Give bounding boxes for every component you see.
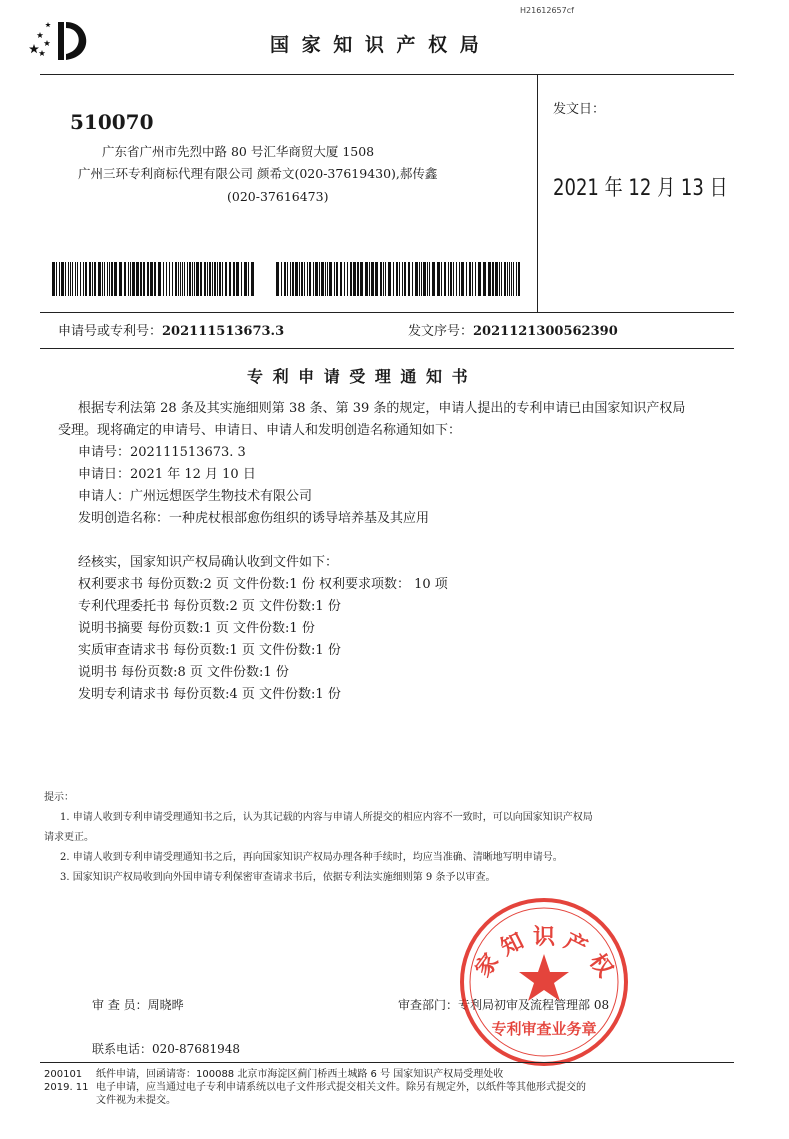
barcode-bar bbox=[276, 262, 279, 296]
barcode-bar bbox=[388, 262, 391, 296]
form-code-2: 2019. 11 bbox=[44, 1082, 89, 1093]
hint-item-3: 3. 国家知识产权局收到向外国申请专利保密审查请求书后，依据专利法实施细则第 9 条予以审查。 bbox=[60, 872, 496, 883]
barcode-bar bbox=[292, 262, 294, 296]
barcode-right bbox=[276, 262, 520, 296]
sequence-number-row bbox=[408, 320, 618, 339]
barcode-bar bbox=[119, 262, 122, 296]
barcode-bar bbox=[499, 262, 500, 296]
barcode-bar bbox=[56, 262, 57, 296]
examiner-label: 审 查 员： bbox=[92, 998, 148, 1012]
barcode-bar bbox=[295, 262, 298, 296]
barcode-bar bbox=[61, 262, 64, 296]
barcode-bar bbox=[313, 262, 314, 296]
barcode-bar bbox=[178, 262, 179, 296]
barcode-bar bbox=[244, 262, 247, 296]
hints-label: 提示： bbox=[44, 792, 74, 803]
department-label: 审查部门： bbox=[398, 998, 459, 1012]
issue-date: 2021 年 12 月 13 日 bbox=[553, 176, 728, 201]
barcode-bar bbox=[251, 262, 254, 296]
barcode-bar bbox=[72, 262, 73, 296]
barcode-bar bbox=[236, 262, 239, 296]
hint-item-2: 2. 申请人收到专利申请受理通知书之后，再向国家知识产权局办理各种手续时，均应当准确、清晰地写明申请号。 bbox=[60, 852, 563, 863]
barcode-bar bbox=[427, 262, 428, 296]
invention-title-line: 发明创造名称：一种虎杖根部愈伤组织的诱导培养基及其应用 bbox=[78, 511, 430, 526]
postcode: 510070 bbox=[70, 110, 154, 134]
barcode-bar bbox=[509, 262, 510, 296]
barcode-bar bbox=[166, 262, 167, 296]
barcode-bar bbox=[175, 262, 177, 296]
barcode-bar bbox=[375, 262, 378, 296]
form-code-1: 200101 bbox=[44, 1069, 83, 1080]
barcode-bar bbox=[475, 262, 476, 296]
barcode-bar bbox=[501, 262, 502, 296]
barcode-bar bbox=[365, 262, 368, 296]
barcode-bar bbox=[340, 262, 342, 296]
application-date-line: 申请日：2021 年 12 月 10 日 bbox=[78, 467, 256, 482]
barcode-bar bbox=[109, 262, 110, 296]
barcode-bar bbox=[140, 262, 142, 296]
barcode-bar bbox=[194, 262, 195, 296]
barcode-bar bbox=[204, 262, 206, 296]
barcode-bar bbox=[102, 262, 103, 296]
barcode-bar bbox=[154, 262, 156, 296]
barcode-bar bbox=[92, 262, 93, 296]
barcode-bar bbox=[172, 262, 173, 296]
barcode-bar bbox=[299, 262, 300, 296]
barcode-bar bbox=[304, 262, 305, 296]
barcode-bar bbox=[182, 262, 183, 296]
barcode-bar bbox=[192, 262, 193, 296]
barcode-bar bbox=[518, 262, 520, 296]
barcode-bar bbox=[85, 262, 87, 296]
barcode-bar bbox=[209, 262, 211, 296]
phone-label: 联系电话： bbox=[92, 1042, 153, 1056]
barcode-bar bbox=[147, 262, 149, 296]
barcode-bar bbox=[344, 262, 345, 296]
barcode-bar bbox=[214, 262, 216, 296]
seal-bottom-text: 专利审查业务章 bbox=[491, 1020, 597, 1038]
barcode-bar bbox=[412, 262, 413, 296]
barcode-bar bbox=[196, 262, 199, 296]
barcode-bar bbox=[307, 262, 308, 296]
barcode-bar bbox=[495, 262, 498, 296]
footer-line-1: 纸件申请，回函请寄：100088 北京市海淀区蓟门桥西土城路 6 号 国家知识产权局受理处收 bbox=[96, 1069, 504, 1080]
barcode-bar bbox=[83, 262, 84, 296]
barcode-bar bbox=[450, 262, 452, 296]
barcode-bar bbox=[453, 262, 454, 296]
barcode-bar bbox=[315, 262, 318, 296]
barcode-right-svg bbox=[276, 262, 520, 296]
barcode-bar bbox=[350, 262, 352, 296]
barcode-bar bbox=[128, 262, 129, 296]
intro-line-2: 受理。现将确定的申请号、申请日、申请人和发明创造名称通知如下： bbox=[58, 423, 462, 438]
barcode-bar bbox=[513, 262, 514, 296]
application-number-row bbox=[58, 320, 284, 339]
application-number: 202111513673.3 bbox=[162, 324, 285, 339]
application-number-line: 申请号：202111513673. 3 bbox=[78, 445, 246, 460]
barcode-bar bbox=[319, 262, 320, 296]
barcode-bar bbox=[459, 262, 460, 296]
barcode-bar bbox=[334, 262, 335, 296]
barcode-bar bbox=[321, 262, 324, 296]
barcode-bar bbox=[432, 262, 435, 296]
barcode-bar bbox=[70, 262, 71, 296]
footer-line-3: 文件视为未提交。 bbox=[96, 1095, 176, 1106]
official-seal bbox=[458, 896, 630, 1068]
file-item: 说明书 每份页数:8 页 文件份数:1 份 bbox=[78, 665, 289, 680]
cnipa-logo bbox=[28, 18, 96, 64]
barcode-bar bbox=[132, 262, 135, 296]
address-line-3: (020-37616473) bbox=[227, 189, 329, 204]
barcode-bar bbox=[415, 262, 418, 296]
barcode-bar bbox=[444, 262, 446, 296]
intro-line-1: 根据专利法第 28 条及其实施细则第 38 条、第 39 条的规定，申请人提出的专利申请已由国家知识产权局 bbox=[78, 401, 686, 416]
barcode-bar bbox=[404, 262, 406, 296]
barcode-bar bbox=[336, 262, 338, 296]
barcode-bar bbox=[441, 262, 442, 296]
sequence-number: 2021121300562390 bbox=[473, 324, 618, 339]
barcode-bar bbox=[287, 262, 288, 296]
barcode-bar bbox=[371, 262, 374, 296]
barcode-bar bbox=[187, 262, 188, 296]
barcode-bar bbox=[114, 262, 117, 296]
barcode-bar bbox=[329, 262, 332, 296]
barcode-bar bbox=[421, 262, 422, 296]
barcode-bar bbox=[248, 262, 249, 296]
barcode-bar bbox=[219, 262, 221, 296]
barcode-left bbox=[52, 262, 256, 296]
barcode-bar bbox=[327, 262, 328, 296]
address-line-1: 广东省广州市先烈中路 80 号汇华商贸大厦 1508 bbox=[102, 144, 375, 159]
barcode-bar bbox=[225, 262, 227, 296]
barcode-bar bbox=[357, 262, 359, 296]
notice-body bbox=[58, 398, 748, 706]
barcode-bar bbox=[516, 262, 517, 296]
file-item: 说明书摘要 每份页数:1 页 文件份数:1 份 bbox=[78, 621, 315, 636]
barcode-bar bbox=[207, 262, 208, 296]
barcode-bar bbox=[383, 262, 384, 296]
applicant-line: 申请人：广州远想医学生物技术有限公司 bbox=[78, 489, 313, 504]
issue-date-label: 发文日： bbox=[553, 102, 606, 117]
barcode-bar bbox=[488, 262, 491, 296]
document-serial: H21612657cf bbox=[520, 6, 574, 15]
barcode-bar bbox=[483, 262, 486, 296]
barcode-bar bbox=[136, 262, 139, 296]
divider-top bbox=[40, 74, 734, 75]
barcode-bar bbox=[68, 262, 69, 296]
barcode-bar bbox=[478, 262, 481, 296]
barcode-bar bbox=[189, 262, 191, 296]
barcode-bar bbox=[419, 262, 420, 296]
file-item: 发明专利请求书 每份页数:4 页 文件份数:1 份 bbox=[78, 687, 341, 702]
barcode-bar bbox=[393, 262, 394, 296]
barcode-bar bbox=[233, 262, 235, 296]
barcode-bar bbox=[437, 262, 440, 296]
barcode-bar bbox=[472, 262, 473, 296]
barcode-bar bbox=[150, 262, 153, 296]
barcode-bar bbox=[429, 262, 430, 296]
barcode-bar bbox=[65, 262, 66, 296]
barcode-bar bbox=[169, 262, 170, 296]
barcode-bar bbox=[59, 262, 60, 296]
notice-title: 专 利 申 请 受 理 通 知 书 bbox=[247, 367, 470, 386]
barcode-bar bbox=[448, 262, 449, 296]
barcode-bar bbox=[408, 262, 410, 296]
divider-footer bbox=[40, 1062, 734, 1063]
footer-notes bbox=[96, 1068, 746, 1107]
sequence-number-label: 发文序号： bbox=[408, 324, 474, 339]
barcode-bar bbox=[423, 262, 426, 296]
office-title: 国 家 知 识 产 权 局 bbox=[270, 34, 482, 56]
barcode-bar bbox=[107, 262, 108, 296]
barcode-bar bbox=[77, 262, 78, 296]
department-name: 专利局初审及流程管理部 08 bbox=[458, 998, 610, 1012]
barcode-bar bbox=[217, 262, 218, 296]
phone-number: 020-87681948 bbox=[152, 1042, 241, 1056]
address-line-2: 广州三环专利商标代理有限公司 颜希文(020-37619430),郝传鑫 bbox=[78, 166, 438, 181]
barcode-bar bbox=[229, 262, 231, 296]
examiner-row bbox=[92, 996, 184, 1013]
barcode-bar bbox=[124, 262, 126, 296]
barcode-bar bbox=[200, 262, 202, 296]
barcode-bar bbox=[511, 262, 512, 296]
barcode-bar bbox=[104, 262, 105, 296]
barcode-bar bbox=[353, 262, 356, 296]
barcode-bar bbox=[163, 262, 164, 296]
seal-star-icon bbox=[519, 954, 569, 1001]
footer-line-2: 电子申请，应当通过电子专利申请系统以电子文件形式提交相关文件。除另有规定外，以纸件等其他形式提交的 bbox=[96, 1082, 586, 1093]
barcode-bar bbox=[75, 262, 76, 296]
file-item: 实质审查请求书 每份页数:1 页 文件份数:1 份 bbox=[78, 643, 341, 658]
barcode-bar bbox=[281, 262, 282, 296]
phone-row bbox=[92, 1040, 240, 1057]
barcode-bar bbox=[284, 262, 286, 296]
barcode-bar bbox=[325, 262, 326, 296]
barcode-bar bbox=[52, 262, 55, 296]
hint-item-1b: 请求更正。 bbox=[44, 832, 94, 843]
file-item: 专利代理委托书 每份页数:2 页 文件份数:1 份 bbox=[78, 599, 341, 614]
barcode-bar bbox=[130, 262, 131, 296]
hints-section bbox=[44, 788, 744, 888]
barcode-bar bbox=[98, 262, 101, 296]
barcode-bar bbox=[184, 262, 185, 296]
barcode-bar bbox=[111, 262, 113, 296]
examiner-name: 周晓晔 bbox=[147, 998, 184, 1012]
barcode-bar bbox=[469, 262, 471, 296]
barcode-bar bbox=[180, 262, 181, 296]
seal-top-text: 家 知 识 产 权 bbox=[470, 924, 618, 982]
barcode-bar bbox=[492, 262, 494, 296]
barcode-bar bbox=[402, 262, 403, 296]
barcode-bar bbox=[504, 262, 506, 296]
barcode-bar bbox=[385, 262, 386, 296]
barcode-bar bbox=[399, 262, 400, 296]
barcode-bar bbox=[456, 262, 457, 296]
barcode-bar bbox=[80, 262, 81, 296]
barcode-bar bbox=[241, 262, 242, 296]
barcode-left-svg bbox=[52, 262, 256, 296]
barcode-bar bbox=[507, 262, 508, 296]
barcode-bar bbox=[158, 262, 161, 296]
barcode-bar bbox=[301, 262, 303, 296]
hint-item-1a: 1. 申请人收到专利申请受理通知书之后，认为其记载的内容与申请人所提交的相应内容不一致时，可以向国家知识产权局 bbox=[60, 812, 593, 823]
barcode-bar bbox=[212, 262, 213, 296]
file-item: 权利要求书 每份页数:2 页 文件份数:1 份 权利要求项数： 10 项 bbox=[78, 577, 448, 592]
barcode-bar bbox=[380, 262, 382, 296]
barcode-bar bbox=[89, 262, 91, 296]
barcode-bar bbox=[461, 262, 464, 296]
barcode-bar bbox=[222, 262, 223, 296]
divider-box-bottom bbox=[40, 312, 734, 313]
barcode-bar bbox=[360, 262, 363, 296]
barcode-bar bbox=[94, 262, 96, 296]
barcode-bar bbox=[466, 262, 467, 296]
barcode-bar bbox=[290, 262, 291, 296]
barcode-bar bbox=[369, 262, 370, 296]
box-vertical-divider bbox=[537, 74, 538, 312]
application-number-label: 申请号或专利号： bbox=[58, 324, 163, 339]
barcode-bar bbox=[396, 262, 398, 296]
barcode-bar bbox=[347, 262, 348, 296]
barcode-bar bbox=[309, 262, 311, 296]
received-files-intro: 经核实，国家知识产权局确认收到文件如下： bbox=[78, 555, 339, 570]
divider-id-row bbox=[40, 348, 734, 349]
barcode-bar bbox=[143, 262, 145, 296]
